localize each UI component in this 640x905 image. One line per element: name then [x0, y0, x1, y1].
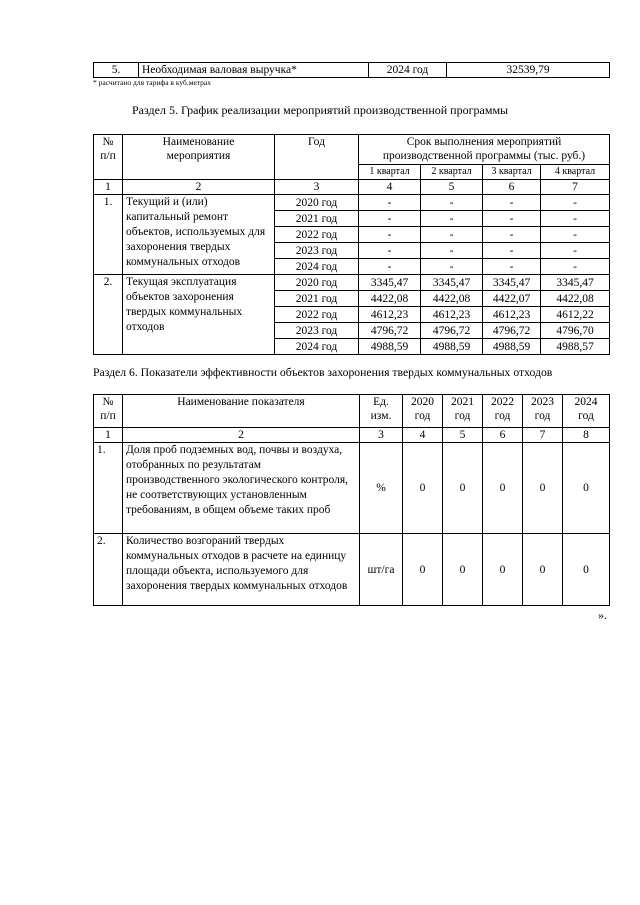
s5-value-cell: -: [541, 227, 610, 243]
s5-value-cell: -: [421, 195, 483, 211]
s6-value-cell: 0: [563, 534, 610, 606]
s5-value-cell: -: [359, 195, 421, 211]
s5-value-cell: 4612,23: [483, 307, 541, 323]
s5-value-cell: 4988,57: [541, 339, 610, 355]
top-row-num: 5.: [94, 63, 139, 78]
s5-value-cell: 4422,08: [421, 291, 483, 307]
s6-value-cell: 0: [403, 443, 443, 534]
s5-value-cell: -: [421, 243, 483, 259]
s5-group1-name: Текущий и (или) капитальный ремонт объектов, используемых для захоронения твердых коммунальных отходов: [123, 195, 275, 275]
s5-year-cell: 2020 год: [275, 195, 359, 211]
s6-index-cell: 8: [563, 428, 610, 443]
s5-value-cell: -: [359, 243, 421, 259]
s6-row1-unit: %: [360, 443, 403, 534]
table-row: [94, 195, 610, 211]
s5-value-cell: -: [421, 227, 483, 243]
s5-header-num: № п/п: [94, 135, 123, 180]
s6-header-unit: Ед. изм.: [360, 395, 403, 428]
s5-index-cell: 7: [541, 180, 610, 195]
s5-header-year: Год: [275, 135, 359, 180]
s5-value-cell: 4988,59: [483, 339, 541, 355]
s5-year-cell: 2022 год: [275, 307, 359, 323]
s5-year-cell: 2024 год: [275, 339, 359, 355]
s5-header-q3: 3 квартал: [483, 165, 541, 180]
s5-value-cell: 3345,47: [359, 275, 421, 291]
s5-value-cell: -: [483, 195, 541, 211]
s5-header-name: Наименование мероприятия: [123, 135, 275, 180]
s5-year-cell: 2024 год: [275, 259, 359, 275]
s5-index-cell: 2: [123, 180, 275, 195]
s6-header-name: Наименование показателя: [123, 395, 360, 428]
top-row-name: Необходимая валовая выручка*: [139, 63, 369, 78]
s5-group1-num: 1.: [94, 195, 123, 275]
s5-header-period: Срок выполнения мероприятий производственной программы (тыс. руб.): [359, 135, 610, 165]
footnote: * расчитано для тарифа в куб.метрах: [93, 78, 211, 87]
s5-value-cell: -: [421, 211, 483, 227]
s6-header-2022: 2022 год: [483, 395, 523, 428]
s5-value-cell: 3345,47: [483, 275, 541, 291]
s5-year-cell: 2023 год: [275, 323, 359, 339]
s5-value-cell: 4612,22: [541, 307, 610, 323]
s6-index-cell: 4: [403, 428, 443, 443]
s6-index-cell: 7: [523, 428, 563, 443]
s5-year-cell: 2023 год: [275, 243, 359, 259]
s5-value-cell: 4988,59: [421, 339, 483, 355]
s5-value-cell: 4422,08: [359, 291, 421, 307]
s5-value-cell: 4796,72: [359, 323, 421, 339]
top-row-value: 32539,79: [447, 63, 610, 78]
s6-value-cell: 0: [403, 534, 443, 606]
s5-index-cell: 3: [275, 180, 359, 195]
s5-value-cell: 4612,23: [421, 307, 483, 323]
s6-row2-unit: шт/га: [360, 534, 403, 606]
s5-group2-name: Текущая эксплуатация объектов захоронения твердых коммунальных отходов: [123, 275, 275, 355]
s5-year-cell: 2020 год: [275, 275, 359, 291]
top-row-year: 2024 год: [369, 63, 447, 78]
s6-value-cell: 0: [483, 443, 523, 534]
s5-value-cell: 3345,47: [421, 275, 483, 291]
top-summary-table: [93, 62, 610, 78]
s6-value-cell: 0: [443, 443, 483, 534]
s6-value-cell: 0: [523, 534, 563, 606]
s5-index-cell: 1: [94, 180, 123, 195]
s5-year-cell: 2021 год: [275, 291, 359, 307]
s5-header-q1: 1 квартал: [359, 165, 421, 180]
s5-year-cell: 2021 год: [275, 211, 359, 227]
s5-value-cell: 3345,47: [541, 275, 610, 291]
s5-value-cell: -: [359, 227, 421, 243]
section6-title: Раздел 6. Показатели эффективности объектов захоронения твердых коммунальных отходов: [93, 366, 553, 379]
s5-value-cell: -: [541, 243, 610, 259]
s6-index-cell: 3: [360, 428, 403, 443]
s6-value-cell: 0: [483, 534, 523, 606]
closing-quote: ».: [598, 608, 607, 622]
s5-value-cell: 4796,72: [421, 323, 483, 339]
s5-header-q4: 4 квартал: [541, 165, 610, 180]
s5-index-cell: 4: [359, 180, 421, 195]
s6-value-cell: 0: [523, 443, 563, 534]
s5-year-cell: 2022 год: [275, 227, 359, 243]
s5-value-cell: -: [483, 227, 541, 243]
s6-row2-name: Количество возгораний твердых коммунальных отходов в расчете на единицу площади объекта, используемого для захоронения твердых коммунальных отходов: [123, 534, 360, 606]
s6-index-cell: 2: [123, 428, 360, 443]
section5-title: Раздел 5. График реализации мероприятий производственной программы: [132, 103, 509, 117]
section6-table: [93, 394, 610, 606]
s5-value-cell: -: [541, 195, 610, 211]
s5-header-q2: 2 квартал: [421, 165, 483, 180]
s6-header-2023: 2023 год: [523, 395, 563, 428]
s5-value-cell: -: [483, 211, 541, 227]
s6-row2-num: 2.: [94, 534, 123, 606]
s5-index-cell: 5: [421, 180, 483, 195]
table-row: [94, 275, 610, 291]
s6-row1-num: 1.: [94, 443, 123, 534]
s6-index-cell: 5: [443, 428, 483, 443]
s5-value-cell: 4796,72: [483, 323, 541, 339]
s5-value-cell: 4796,70: [541, 323, 610, 339]
s5-value-cell: -: [359, 211, 421, 227]
s5-value-cell: -: [541, 259, 610, 275]
table-row: [94, 443, 610, 534]
s5-value-cell: -: [483, 243, 541, 259]
s5-value-cell: -: [541, 211, 610, 227]
s6-value-cell: 0: [563, 443, 610, 534]
s5-value-cell: 4612,23: [359, 307, 421, 323]
s5-value-cell: -: [483, 259, 541, 275]
s5-value-cell: -: [359, 259, 421, 275]
table-row: [94, 534, 610, 606]
s5-value-cell: 4988,59: [359, 339, 421, 355]
s6-header-2020: 2020 год: [403, 395, 443, 428]
s6-index-cell: 6: [483, 428, 523, 443]
s6-row1-name: Доля проб подземных вод, почвы и воздуха, отобранных по результатам производственного экологического контроля, не соответствующих установленным требованиям, в общем объеме таких проб: [123, 443, 360, 534]
s5-index-cell: 6: [483, 180, 541, 195]
s5-group2-num: 2.: [94, 275, 123, 355]
s6-header-num: № п/п: [94, 395, 123, 428]
s5-value-cell: 4422,08: [541, 291, 610, 307]
s5-value-cell: 4422,07: [483, 291, 541, 307]
s6-header-2024: 2024 год: [563, 395, 610, 428]
s6-value-cell: 0: [443, 534, 483, 606]
s5-value-cell: -: [421, 259, 483, 275]
s6-index-cell: 1: [94, 428, 123, 443]
section5-table: [93, 134, 610, 355]
s6-header-2021: 2021 год: [443, 395, 483, 428]
